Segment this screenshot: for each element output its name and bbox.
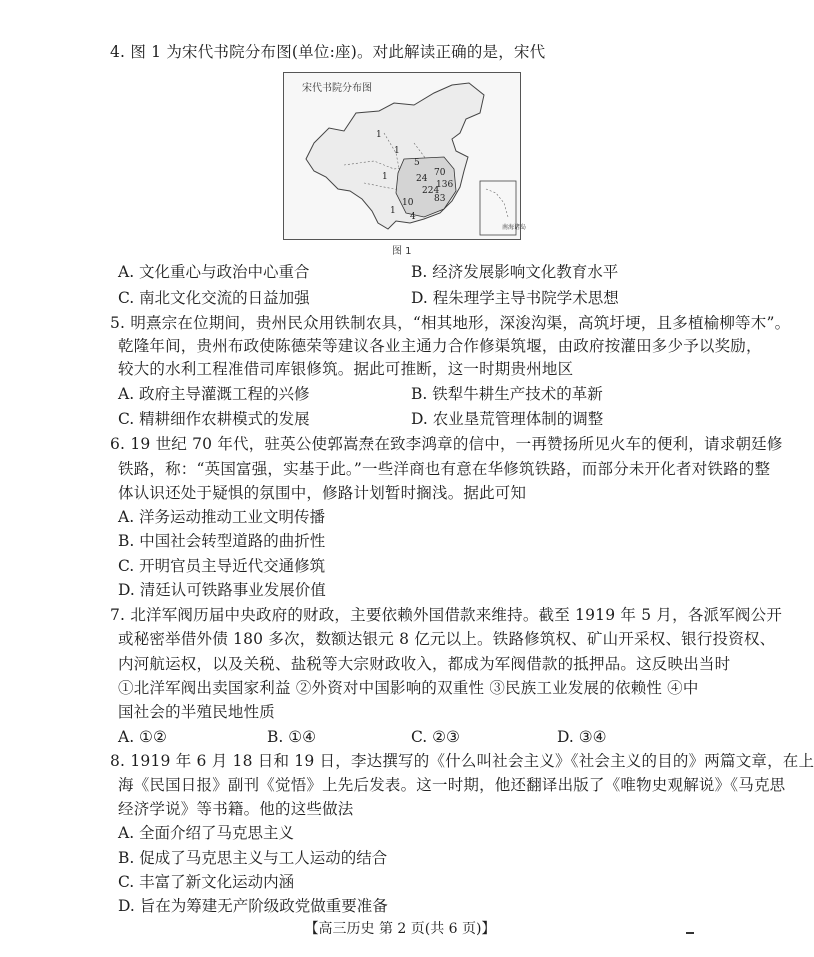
inset-label: 南海诸岛 <box>502 224 527 231</box>
q7-option-b: B. ①④ <box>267 728 317 746</box>
q4-stem: 4. 图 1 为宋代书院分布图(单位:座)。对此解读正确的是，宋代 <box>110 43 546 61</box>
q5-option-b: B. 铁犁牛耕生产技术的革新 <box>411 385 603 403</box>
q7-line-4: ①北洋军阀出卖国家利益 ②外资对中国影响的双重性 ③民族工业发展的依赖性 ④中 <box>118 679 699 697</box>
map-number: 136 <box>436 180 454 190</box>
map-number: 5 <box>414 158 420 168</box>
q7-line-5: 国社会的半殖民地性质 <box>118 703 276 721</box>
q8-option-b: B. 促成了马克思主义与工人运动的结合 <box>118 849 388 867</box>
q7-option-a: A. ①② <box>118 728 167 746</box>
map-number: 83 <box>434 194 446 204</box>
map-title: 宋代书院分布图 <box>302 83 372 94</box>
q5-option-a: A. 政府主导灌溉工程的兴修 <box>118 385 310 403</box>
q6-option-c: C. 开明官员主导近代交通修筑 <box>118 557 326 575</box>
q8-line-1: 8. 1919 年 6 月 18 日和 19 日，李达撰写的《什么叫社会主义》《社会主义的目的》两篇文章，在上 <box>110 752 814 770</box>
q5-line-3: 较大的水利工程准借司库银修筑。据此可推断，这一时期贵州地区 <box>118 360 574 378</box>
q7-line-1: 7. 北洋军阀历届中央政府的财政，主要依赖外国借款来维持。截至 1919 年 5 月，各派军阀公开 <box>110 606 783 624</box>
page-footer: 【高三历史 第 2 页(共 6 页)】 <box>304 921 496 937</box>
q5-line-1: 5. 明熹宗在位期间，贵州民众用铁制农具，“相其地形，深浚沟渠，高筑圩埂，且多植榆柳等木”。 <box>110 314 791 332</box>
q5-option-d: D. 农业垦荒管理体制的调整 <box>411 410 604 428</box>
map-number: 24 <box>416 174 428 184</box>
map-number: 10 <box>402 198 414 208</box>
map-number: 4 <box>410 212 416 222</box>
map-number: 1 <box>390 206 396 216</box>
q6-option-b: B. 中国社会转型道路的曲折性 <box>118 532 326 550</box>
q6-option-d: D. 清廷认可铁路事业发展价值 <box>118 581 326 599</box>
q4-option-d: D. 程朱理学主导书院学术思想 <box>411 289 619 307</box>
q7-line-3: 内河航运权，以及关税、盐税等大宗财政收入，都成为军阀借款的抵押品。这反映出当时 <box>118 655 731 673</box>
q4-option-c: C. 南北文化交流的日益加强 <box>118 289 310 307</box>
q4-option-b: B. 经济发展影响文化教育水平 <box>411 263 619 281</box>
china-map-outline <box>284 73 527 239</box>
map-number: 70 <box>434 168 446 178</box>
map-number: 1 <box>394 146 400 156</box>
map-number: 1 <box>382 172 388 182</box>
q8-option-c: C. 丰富了新文化运动内涵 <box>118 873 295 891</box>
q6-line-3: 体认识还处于疑惧的氛围中，修路计划暂时搁浅。据此可知 <box>118 484 527 502</box>
q7-line-2: 或秘密举借外债 180 多次，数额达银元 8 亿元以上。铁路修筑权、矿山开采权、银行投资权、 <box>118 630 776 648</box>
q6-line-2: 铁路，称：“英国富强，实基于此。”一些洋商也有意在华修筑铁路，而部分未开化者对铁路的整 <box>118 460 771 478</box>
figure-caption: 图 1 <box>392 246 412 257</box>
q7-option-c: C. ②③ <box>411 728 460 746</box>
q8-option-d: D. 旨在为筹建无产阶级政党做重要准备 <box>118 897 388 915</box>
q6-line-1: 6. 19 世纪 70 年代，驻英公使郭嵩焘在致李鸿章的信中，一再赞扬所见火车的便利，请求朝廷修 <box>110 435 783 453</box>
q8-option-a: A. 全面介绍了马克思主义 <box>118 824 295 842</box>
q8-line-3: 经济学说》等书籍。他的这些做法 <box>118 800 354 818</box>
corner-mark <box>686 932 694 934</box>
song-academy-map <box>283 72 527 240</box>
map-number: 1 <box>376 130 382 140</box>
q4-option-a: A. 文化重心与政治中心重合 <box>118 263 310 281</box>
q5-line-2: 乾隆年间，贵州布政使陈德荣等建议各业主通力合作修渠筑堰，由政府按灌田多少予以奖励， <box>118 337 762 355</box>
q8-line-2: 海《民国日报》副刊《觉悟》上先后发表。这一时期，他还翻译出版了《唯物史观解说》《马克思 <box>118 776 786 794</box>
q6-option-a: A. 洋务运动推动工业文明传播 <box>118 508 326 526</box>
q5-option-c: C. 精耕细作农耕模式的发展 <box>118 410 310 428</box>
map-number: 224 <box>422 186 440 196</box>
q7-option-d: D. ③④ <box>557 728 607 746</box>
